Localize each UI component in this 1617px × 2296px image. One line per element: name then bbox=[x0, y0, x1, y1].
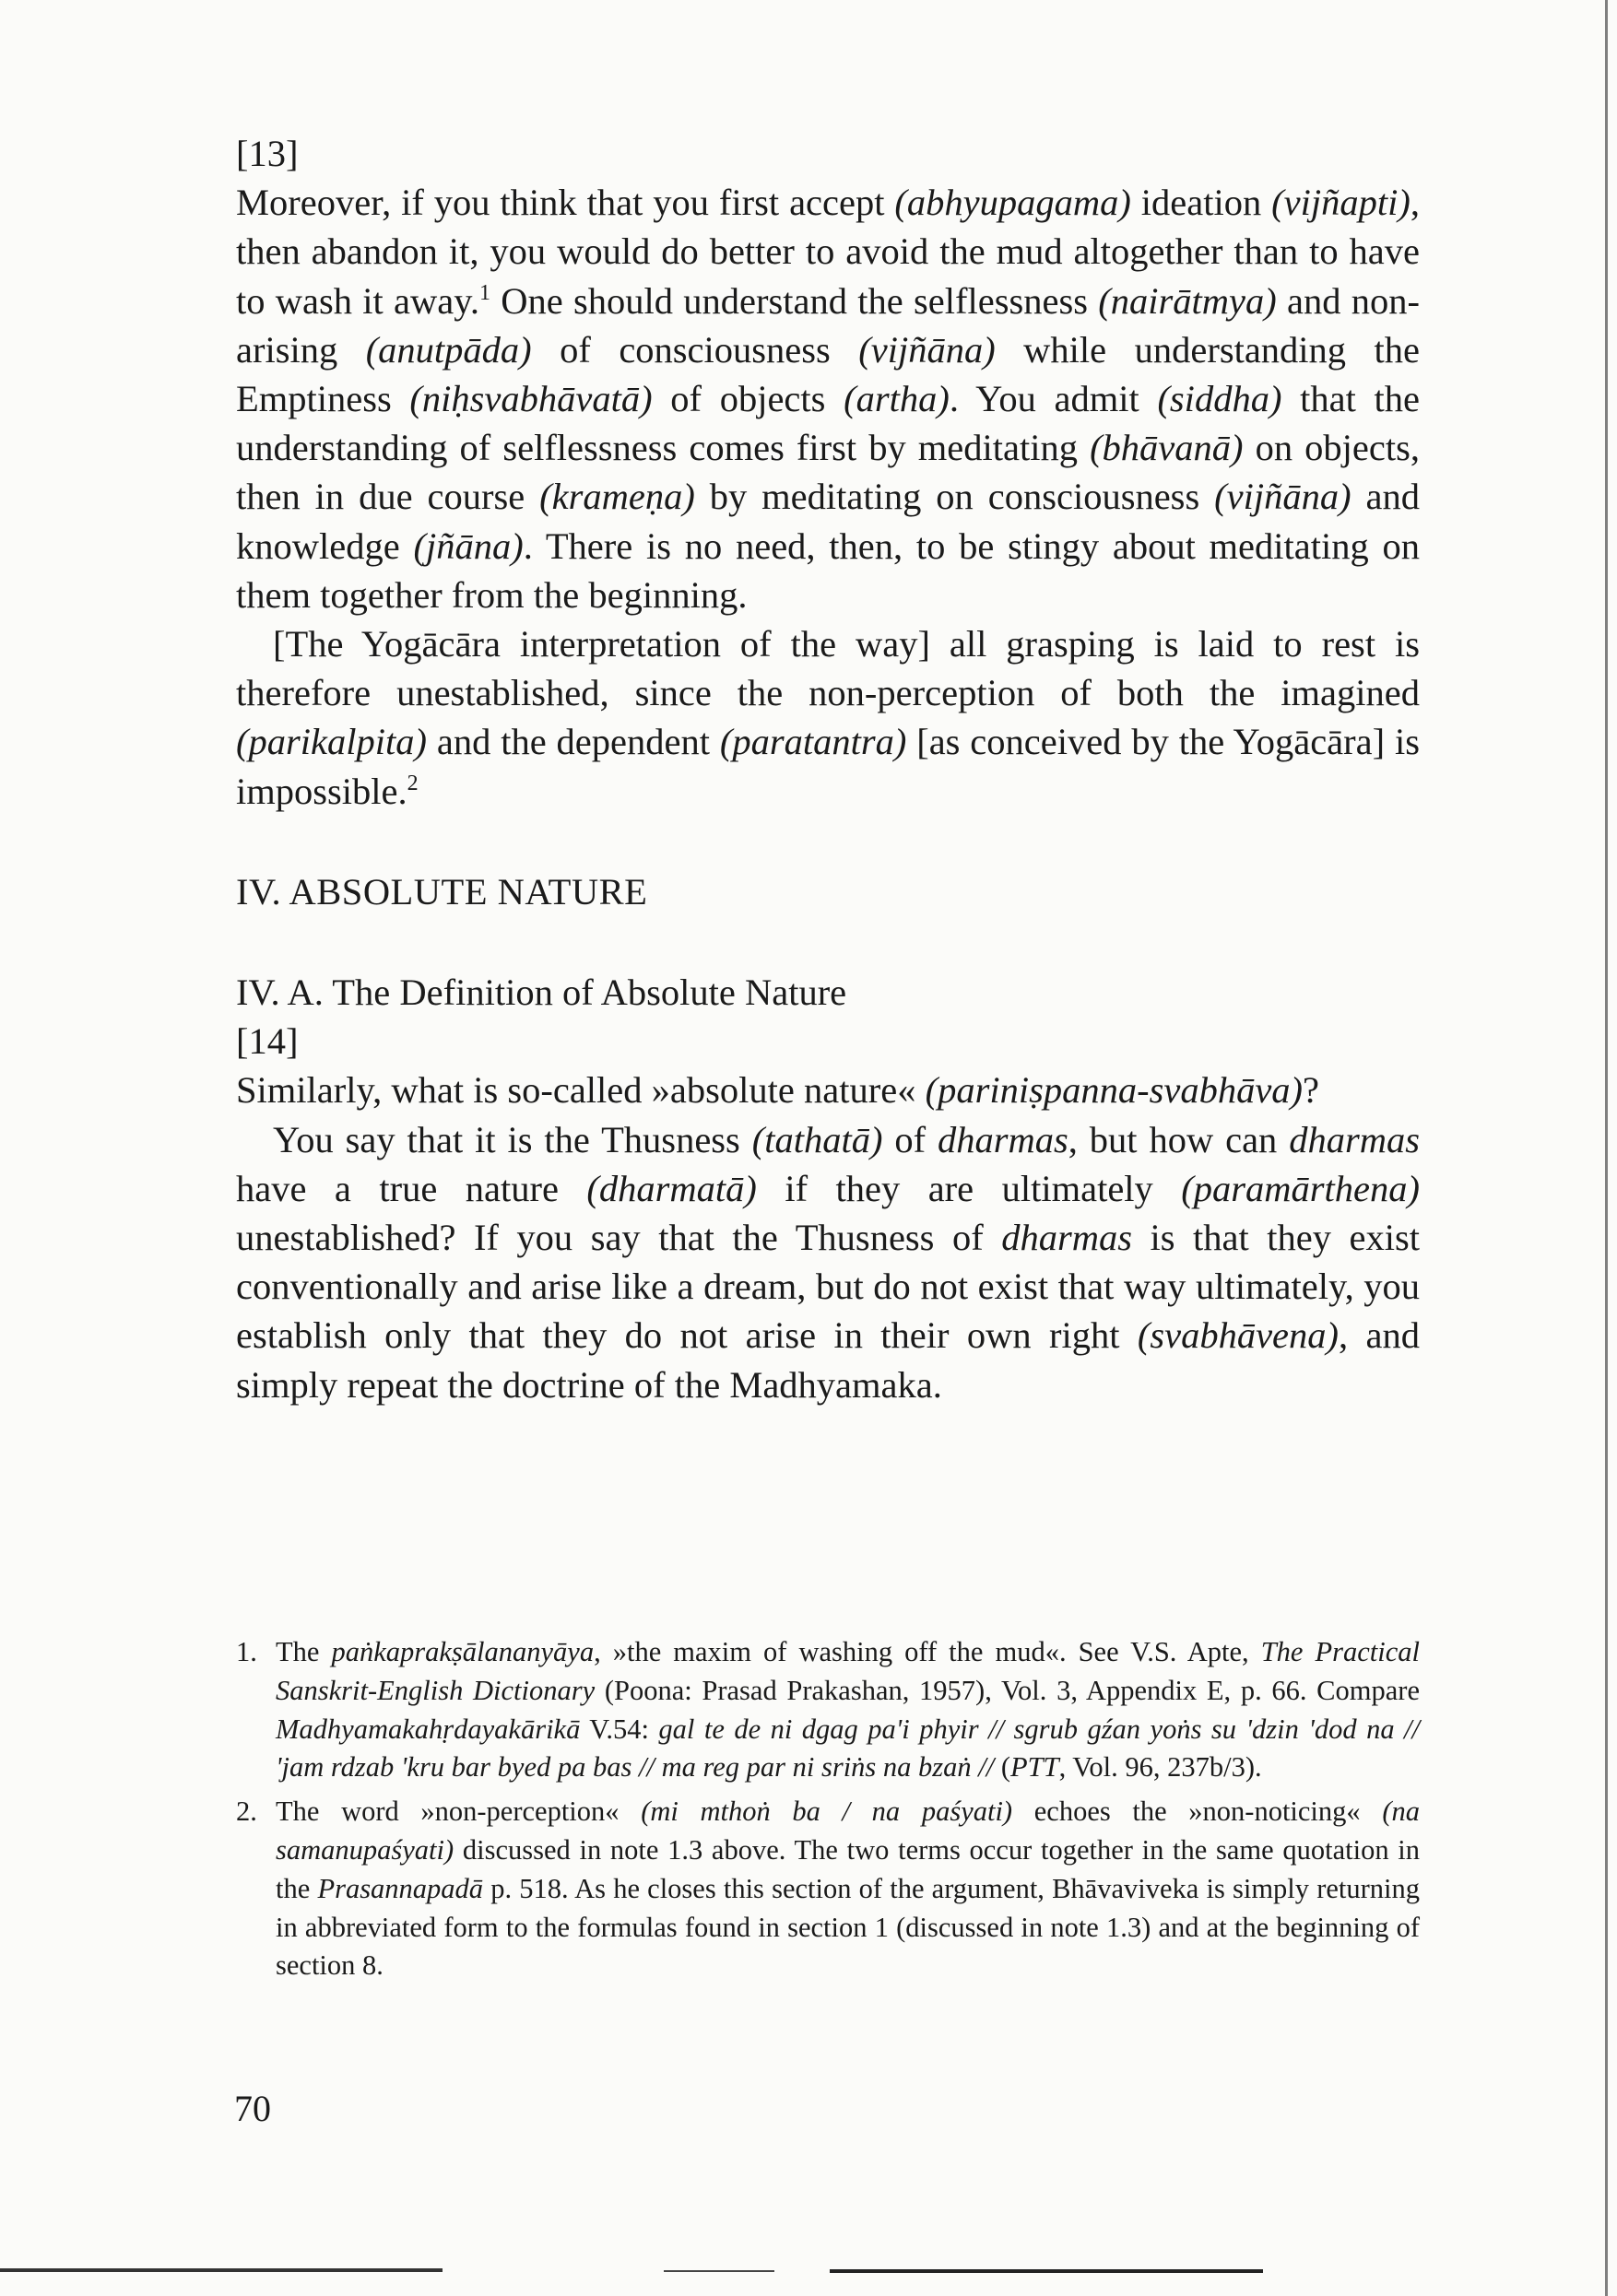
paragraph-13-body: Moreover, if you think that you first accept (abhyupagama) ideation (vijñapti), then abandon it, you would do better to avoid the mud altogether than to have to wash it away.$^1$ One should understand the selflessness (nairātmya) and non-arising (anutpāda) of consciousness (vijñāna) while understanding the Emptiness (niḥsvabhāvatā) of objects (artha). You admit (siddha) that the understanding of selflessness comes first by meditating (bhāvanā) on objects, then in due course (krameṇa) by meditating on consciousness (vijñāna) and knowledge (jñāna). There is no need, then, to be stingy about meditating on them together from the beginning. bbox=[236, 182, 1421, 616]
paragraph-14-body: You say that it is the Thusness (tathatā) of dharmas, but how can dharmas have a true nature (dharmatā) if they are ultimately (paramārthena) unestablished? If you say that the Thusness of dharmas is that they exist conventionally and arise like a dream, but do not exist that way ultimately, you establish only that they do not arise in their own right (svabhāvena), and simply repeat the doctrine of the Madhyamaka. bbox=[236, 1118, 1420, 1406]
italic-term: (krameṇa) bbox=[539, 476, 695, 518]
footnote bbox=[236, 1633, 1420, 1787]
italic-term: (dharmatā) bbox=[586, 1167, 757, 1209]
italic-term: (artha) bbox=[844, 378, 950, 420]
footnote-ref: 2 bbox=[407, 771, 419, 795]
paragraph-13-continuation: [The Yogācāra interpretation of the way] all grasping is laid to rest is therefore unestablished, since the non-perception of both the imagined (parikalpita) and the dependent (paratantra) [as conceived by the Yogācāra] is impossible.$^2$ bbox=[236, 623, 1420, 812]
italic-term: Madhyamakahṛdayakārikā bbox=[276, 1713, 581, 1745]
footnote-number: 1. bbox=[236, 1636, 257, 1667]
footnote bbox=[236, 1793, 1420, 1985]
italic-term: (na samanupaśyati) bbox=[276, 1796, 1420, 1866]
italic-term: (parikalpita) bbox=[236, 721, 427, 763]
italic-term: (paratantra) bbox=[719, 721, 907, 763]
bottom-rule-left bbox=[0, 2268, 443, 2272]
italic-term: (jñāna) bbox=[413, 524, 524, 567]
italic-term: (vijñāna) bbox=[858, 328, 996, 371]
italic-term: (siddha) bbox=[1157, 378, 1282, 420]
footnote-number: 2. bbox=[236, 1796, 257, 1828]
footnote-text: The paṅkaprakṣālananyāya, »the maxim of washing off the mud«. See V.S. Apte, The Practical Sanskrit-English Dictionary (Poona: Prasad Prakashan, 1957), Vol. 3, Appendix E, p. 66. Compare Madhyamakahṛdayakārikā V.54: gal te de ni dgag pa'i phyir // sgrub gźan yoṅs su 'dzin 'dod na // 'jam rdzab 'kru bar byed pa bas // ma reg par ni sriṅs na bzaṅ // (PTT, Vol. 96, 237b/3). bbox=[276, 1636, 1420, 1784]
paragraph-14-question: Similarly, what is so-called »absolute nature« (pariniṣpanna-svabhāva)? bbox=[236, 1069, 1320, 1112]
italic-term: (anutpāda) bbox=[365, 328, 532, 371]
bottom-rule-mid bbox=[664, 2270, 774, 2272]
page-edge-line bbox=[1605, 0, 1608, 2296]
italic-term: Prasannapadā bbox=[317, 1872, 484, 1904]
footnotes bbox=[236, 1633, 1420, 1985]
italic-term: (vijñāna) bbox=[1214, 476, 1351, 518]
italic-term: (vijñapti) bbox=[1271, 182, 1410, 224]
italic-term: dharmas bbox=[1001, 1217, 1132, 1259]
italic-term: dharmas bbox=[938, 1118, 1068, 1160]
italic-term: (abhyupagama) bbox=[894, 182, 1131, 224]
italic-term: (nairātmya) bbox=[1098, 279, 1277, 322]
italic-term: (tathatā) bbox=[751, 1118, 883, 1160]
footnote-text: The word »non-perception« (mi mthoṅ ba / na paśyati) echoes the »non-noticing« (na samanupaśyati) discussed in note 1.3 above. The two terms occur together in the same quotation in the Prasannapadā p. 518. As he closes this section of the argument, Bhāvaviveka is simply returning in abbreviated form to the formulas found in section 1 (discussed in note 1.3) and at the beginning of section 8. bbox=[276, 1796, 1420, 1982]
paragraph-label-14: [14] bbox=[236, 1020, 299, 1063]
paragraph-label-13: [13] bbox=[236, 133, 299, 174]
italic-term: The Practical Sanskrit-English Dictionary bbox=[276, 1636, 1420, 1706]
section-heading: IV. ABSOLUTE NATURE bbox=[236, 870, 648, 913]
italic-term: (paramārthena) bbox=[1181, 1167, 1420, 1209]
italic-term: PTT bbox=[1010, 1751, 1059, 1784]
italic-term: (svabhāvena) bbox=[1137, 1314, 1340, 1357]
bottom-rule-right bbox=[830, 2269, 1263, 2273]
page-number: 70 bbox=[234, 2088, 271, 2129]
italic-term: paṅkaprakṣālananyāya bbox=[331, 1636, 595, 1667]
italic-term: (pariniṣpanna-svabhāva) bbox=[925, 1069, 1304, 1112]
italic-term: (mi mthoṅ ba / na paśyati) bbox=[641, 1796, 1013, 1828]
italic-term: dharmas bbox=[1289, 1118, 1420, 1160]
italic-term: (niḥsvabhāvatā) bbox=[409, 378, 653, 420]
italic-term: (bhāvanā) bbox=[1090, 427, 1244, 469]
main-text bbox=[236, 129, 1420, 1409]
subsection-heading: IV. A. The Definition of Absolute Nature bbox=[236, 971, 847, 1014]
italic-term: gal te de ni dgag pa'i phyir // sgrub gźan yoṅs su 'dzin 'dod na // 'jam rdzab 'kru bar byed pa bas // ma reg par ni sriṅs na bzaṅ // bbox=[276, 1713, 1420, 1784]
footnote-ref: 1 bbox=[479, 280, 490, 305]
